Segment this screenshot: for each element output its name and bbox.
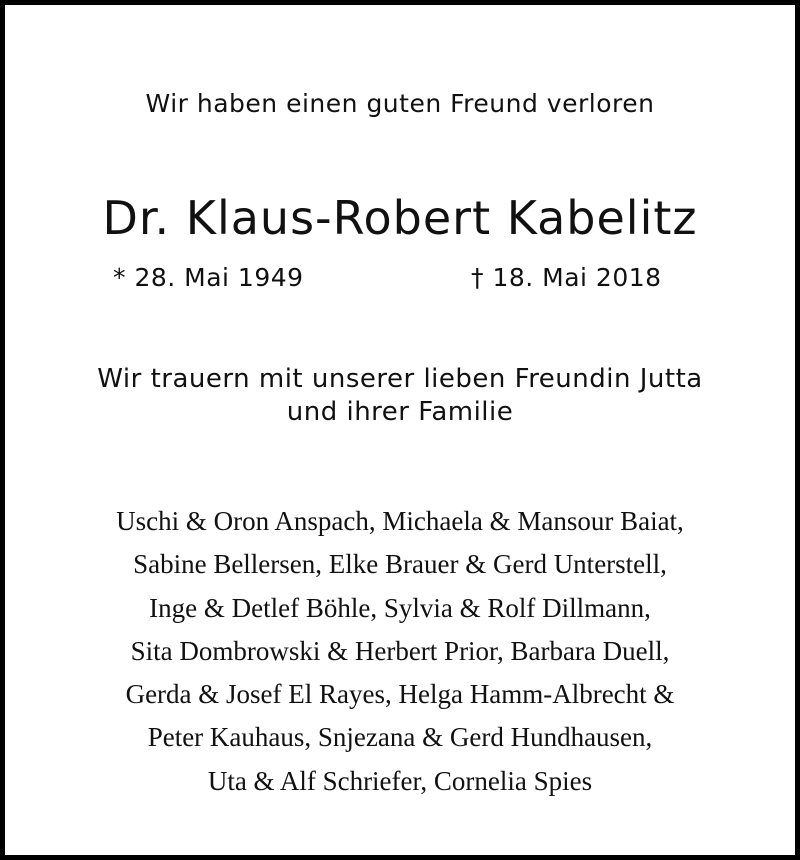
birth-date: * 28. Mai 1949 (113, 263, 304, 292)
mourning-line: und ihrer Familie (286, 397, 514, 427)
signatory-line: Sabine Bellersen, Elke Brauer & Gerd Unterstell, (133, 549, 667, 580)
signatory-line: Sita Dombrowski & Herbert Prior, Barbara Duell, (130, 635, 670, 666)
signatories (5, 500, 795, 803)
intro-text: Wir haben einen guten Freund verloren (145, 89, 655, 118)
signatory-line: Inge & Detlef Böhle, Sylvia & Rolf Dillmann, (149, 592, 651, 623)
signatory-line: Peter Kauhaus, Snjezana & Gerd Hundhausen, (147, 722, 653, 753)
signatory-line: Uta & Alf Schriefer, Cornelia Spies (207, 765, 593, 796)
deceased-name: Dr. Klaus-Robert Kabelitz (102, 191, 698, 245)
death-date: † 18. Mai 2018 (471, 263, 662, 292)
mourning-text (5, 363, 795, 429)
signatory-line: Gerda & Josef El Rayes, Helga Hamm-Albrecht & (125, 679, 675, 710)
signatory-line: Uschi & Oron Anspach, Michaela & Mansour Baiat, (116, 506, 684, 536)
mourning-line: Wir trauern mit unserer lieben Freundin Jutta (97, 364, 703, 394)
